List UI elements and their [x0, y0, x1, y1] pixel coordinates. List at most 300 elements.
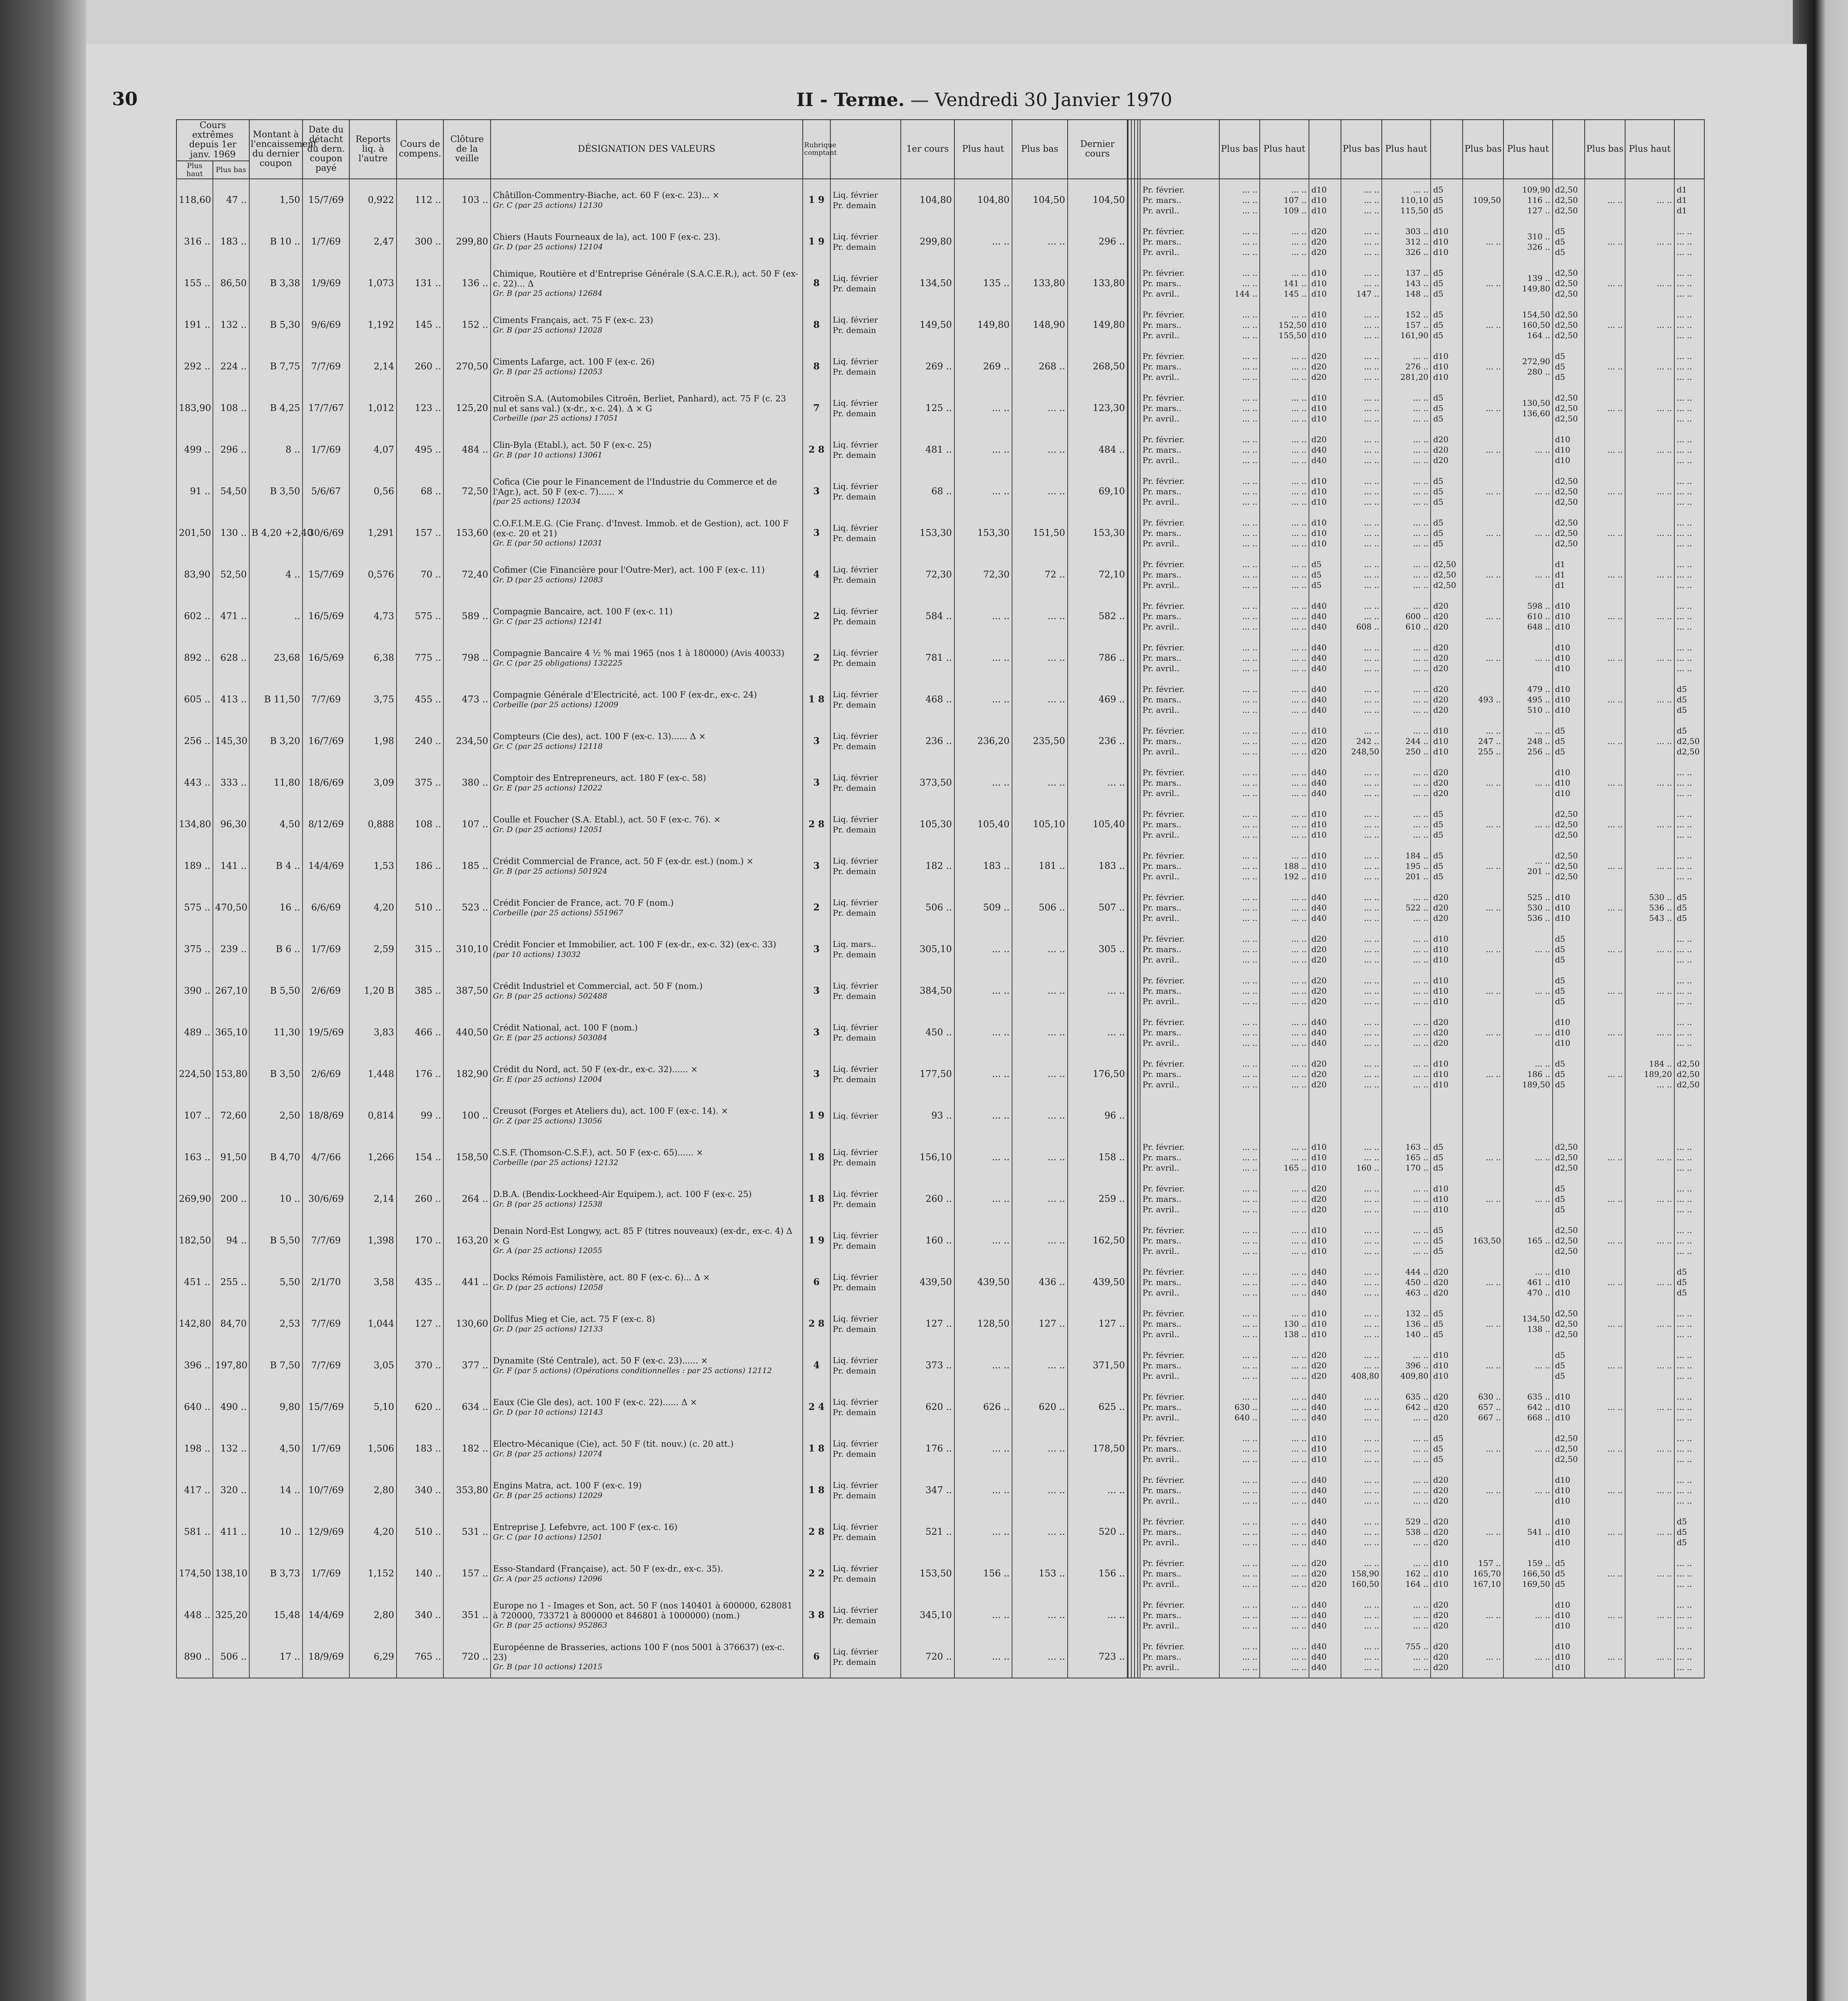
cell-echeances: Pr. février. Pr. mars.. Pr. avril..	[1140, 1553, 1219, 1594]
cell-premier-cours: 299,80	[901, 221, 954, 263]
cell-opt3-prime: d5 d5 d5	[1553, 1178, 1585, 1220]
cell-coupon-amount: 10 ..	[249, 1511, 303, 1553]
cell-cloture-veille: 185 ..	[443, 845, 490, 887]
cell-plus-haut: ... ..	[954, 1594, 1012, 1636]
cell-coupon-date: 18/6/69	[303, 762, 349, 804]
cell-opt3-prime: d5 d5 d5	[1553, 928, 1585, 970]
cell-cloture-veille: 136 ..	[443, 263, 490, 304]
cell-opt1-prime: d40 d40 d40	[1309, 679, 1341, 720]
cell-opt4-prime: ... .. ... .. ... ..	[1674, 1137, 1704, 1178]
header-premier-cours: 1er cours	[901, 120, 954, 179]
cell-opt3-haut: ... ..	[1503, 804, 1553, 845]
cell-opt1-bas: ... .. ... .. ... ..	[1219, 928, 1260, 970]
cell-hist-high: 201,50	[176, 512, 213, 554]
cell-opt3-bas: ... ..	[1463, 554, 1503, 595]
security-group: (par 10 actions) 13032	[493, 950, 581, 959]
cell-opt1-prime: d20 d20 d20	[1309, 221, 1341, 263]
cell-opt4-haut: 530 .. 536 .. 543 ..	[1625, 887, 1674, 928]
cell-opt2-prime: d5 d5 d5	[1431, 1303, 1463, 1345]
cell-coupon-date: 1/7/69	[303, 928, 349, 970]
table-row	[176, 970, 1704, 1012]
cell-opt1-bas: ... .. ... .. ... ..	[1219, 471, 1260, 512]
cell-opt1-bas: ... .. ... .. ... ..	[1219, 637, 1260, 679]
cell-reports: 3,58	[349, 1261, 396, 1303]
cell-designation	[491, 304, 803, 346]
cell-opt2-haut: ... .. ... .. ... ..	[1382, 1594, 1431, 1636]
cell-rubrique: 1 9	[803, 221, 830, 263]
cell-compte: Liq. février Pr. demain	[830, 637, 901, 679]
security-name: Européenne de Brasseries, actions 100 F (nos 5001 à 376637) (ex-c. 23)	[493, 1642, 785, 1662]
cell-opt2-haut: ... .. ... .. ... ..	[1382, 970, 1431, 1012]
cell-cloture-veille: 440,50	[443, 1012, 490, 1053]
cell-hist-low: 325,20	[213, 1594, 249, 1636]
cell-opt2-haut: 152 .. 157 .. 161,90	[1382, 304, 1431, 346]
cell-rubrique: 3	[803, 970, 830, 1012]
cell-coupon-date: 16/5/69	[303, 637, 349, 679]
cell-plus-haut: ... ..	[954, 471, 1012, 512]
cell-compte: Liq. février Pr. demain	[830, 1137, 901, 1178]
cell-opt4-bas: ... ..	[1585, 346, 1625, 387]
cell-cours-compens: 340 ..	[397, 1594, 443, 1636]
cell-opt1-haut: ... .. 188 .. 192 ..	[1260, 845, 1309, 887]
cell-opt3-bas: ... ..	[1463, 970, 1503, 1012]
cell-opt4-haut: ... ..	[1625, 762, 1674, 804]
cell-opt1-bas: ... .. ... .. ... ..	[1219, 221, 1260, 263]
cell-plus-bas: 127 ..	[1012, 1303, 1068, 1345]
cell-opt2-prime: d20 d20 d20	[1431, 1511, 1463, 1553]
cell-opt4-bas: ... ..	[1585, 679, 1625, 720]
security-name: C.S.F. (Thomson-C.S.F.), act. 50 F (ex-c. 65)...... ×	[493, 1148, 704, 1158]
cell-plus-bas: ... ..	[1012, 595, 1068, 637]
cell-separator	[1127, 1511, 1140, 1553]
cell-plus-bas: ... ..	[1012, 970, 1068, 1012]
cell-opt3-bas: ... .. 247 .. 255 ..	[1463, 720, 1503, 762]
cell-opt1-prime: d40 d40 d40	[1309, 1261, 1341, 1303]
cell-opt3-bas: 109,50	[1463, 179, 1503, 221]
cell-echeances: Pr. février. Pr. mars.. Pr. avril..	[1140, 429, 1219, 471]
cell-dernier-cours: 153,30	[1068, 512, 1128, 554]
cell-opt4-haut: ... ..	[1625, 387, 1674, 429]
cell-opt1-prime: d20 d20 d20	[1309, 1345, 1341, 1386]
security-name: Cofica (Cie pour le Financement de l'Industrie du Commerce et de l'Agr.), act. 50 F (ex-c. 7)...... ×	[493, 477, 777, 497]
cell-opt4-prime: ... .. ... .. ... ..	[1674, 845, 1704, 887]
cell-rubrique: 8	[803, 304, 830, 346]
cell-opt1-bas: ... .. ... .. ... ..	[1219, 845, 1260, 887]
cell-opt3-haut: ... .. 248 .. 256 ..	[1503, 720, 1553, 762]
cell-plus-bas: 181 ..	[1012, 845, 1068, 887]
cell-premier-cours: 176 ..	[901, 1428, 954, 1470]
cell-plus-haut: ... ..	[954, 1095, 1012, 1137]
cell-opt1-haut: ... .. ... .. ... ..	[1260, 970, 1309, 1012]
cell-opt2-haut: ... .. 110,10 115,50	[1382, 179, 1431, 221]
cell-opt1-bas: ... .. ... .. ... ..	[1219, 1137, 1260, 1178]
cell-hist-low: 255 ..	[213, 1261, 249, 1303]
cell-opt4-haut: ... ..	[1625, 1470, 1674, 1511]
cell-echeances: Pr. février. Pr. mars.. Pr. avril..	[1140, 304, 1219, 346]
cell-compte: Liq. février Pr. demain	[830, 720, 901, 762]
cell-coupon-amount: B 5,30	[249, 304, 303, 346]
cell-hist-low: 267,10	[213, 970, 249, 1012]
cell-designation	[491, 679, 803, 720]
cell-rubrique: 2 2	[803, 1553, 830, 1594]
cell-dernier-cours: 296 ..	[1068, 221, 1128, 263]
cell-coupon-amount: 4,50	[249, 804, 303, 845]
cell-opt2-haut: ... .. ... .. ... ..	[1382, 1220, 1431, 1261]
security-name: Compagnie Bancaire, act. 100 F (ex-c. 11)	[493, 607, 673, 617]
cell-dernier-cours: 484 ..	[1068, 429, 1128, 471]
cell-opt2-haut: ... .. ... .. ... ..	[1382, 1178, 1431, 1220]
cell-plus-haut: ... ..	[954, 928, 1012, 970]
cell-coupon-date: 10/7/69	[303, 1470, 349, 1511]
cell-opt2-haut: ... .. ... .. ... ..	[1382, 637, 1431, 679]
cell-hist-high: 91 ..	[176, 471, 213, 512]
cell-opt3-prime: d2,50 d2,50 d2,50	[1553, 304, 1585, 346]
cell-opt2-bas: ... .. ... .. ... ..	[1341, 928, 1381, 970]
cell-opt2-haut: 303 .. 312 .. 326 ..	[1382, 221, 1431, 263]
cell-hist-high: 890 ..	[176, 1636, 213, 1678]
cell-opt2-prime: d5 d5 d5	[1431, 179, 1463, 221]
cell-opt4-haut: ... ..	[1625, 1345, 1674, 1386]
cell-coupon-amount: B 4,20 +2,40	[249, 512, 303, 554]
cell-opt1-bas: ... .. ... .. ... ..	[1219, 554, 1260, 595]
cell-opt2-haut: 132 .. 136 .. 140 ..	[1382, 1303, 1431, 1345]
cell-cours-compens: 370 ..	[397, 1345, 443, 1386]
cell-hist-high: 189 ..	[176, 845, 213, 887]
cell-rubrique: 8	[803, 346, 830, 387]
cell-hist-low: 132 ..	[213, 1428, 249, 1470]
cell-opt1-bas: ... .. ... .. ... ..	[1219, 387, 1260, 429]
cell-opt1-prime: d10 d10 d10	[1309, 471, 1341, 512]
cell-opt4-bas: ... ..	[1585, 387, 1625, 429]
cell-compte: Liq. février Pr. demain	[830, 887, 901, 928]
cell-separator	[1127, 1470, 1140, 1511]
security-name: Dollfus Mieg et Cie, act. 75 F (ex-c. 8)	[493, 1314, 655, 1324]
cell-cours-compens: 176 ..	[397, 1053, 443, 1095]
cell-compte: Liq. février Pr. demain	[830, 1012, 901, 1053]
table-row	[176, 1470, 1704, 1511]
table-row	[176, 1220, 1704, 1261]
cell-compte: Liq. février Pr. demain	[830, 429, 901, 471]
cell-opt4-haut: ... ..	[1625, 179, 1674, 221]
cell-opt2-bas: ... .. ... .. ... ..	[1341, 1386, 1381, 1428]
cell-opt4-prime: ... .. ... .. ... ..	[1674, 346, 1704, 387]
cell-opt4-haut: ... ..	[1625, 1178, 1674, 1220]
cell-opt1-prime: d40 d40 d40	[1309, 1594, 1341, 1636]
security-group: Gr. C (par 25 actions) 12141	[493, 617, 603, 626]
cell-plus-haut: 509 ..	[954, 887, 1012, 928]
cell-hist-low: 197,80	[213, 1345, 249, 1386]
table-row	[176, 845, 1704, 887]
cell-opt3-haut: ... ..	[1503, 1137, 1553, 1178]
cell-cloture-veille: 299,80	[443, 221, 490, 263]
cell-dernier-cours: 268,50	[1068, 346, 1128, 387]
cell-cours-compens: 375 ..	[397, 762, 443, 804]
cell-plus-haut: ... ..	[954, 595, 1012, 637]
cell-opt2-prime: d5 d5 d5	[1431, 263, 1463, 304]
cell-rubrique: 7	[803, 387, 830, 429]
security-group: Gr. B (par 25 actions) 502488	[493, 991, 607, 1000]
cell-plus-bas: 620 ..	[1012, 1386, 1068, 1428]
cell-cloture-veille: 157 ..	[443, 1553, 490, 1594]
cell-plus-bas: 436 ..	[1012, 1261, 1068, 1303]
cell-reports: 3,09	[349, 762, 396, 804]
header-cours-compens: Cours de compens.	[397, 120, 443, 179]
cell-opt2-haut: ... .. ... .. ... ..	[1382, 804, 1431, 845]
cell-opt2-bas: ... .. ... .. ... ..	[1341, 179, 1381, 221]
cell-plus-haut: ... ..	[954, 637, 1012, 679]
cell-opt1-prime: d40 d40 d40	[1309, 595, 1341, 637]
cell-opt4-bas: ... ..	[1585, 179, 1625, 221]
cell-coupon-amount: 16 ..	[249, 887, 303, 928]
cell-cours-compens: 260 ..	[397, 346, 443, 387]
cell-opt4-haut: ... ..	[1625, 221, 1674, 263]
cell-opt1-haut: ... .. ... .. ... ..	[1260, 1178, 1309, 1220]
cell-opt1-bas: ... .. ... .. ... ..	[1219, 346, 1260, 387]
cell-opt4-bas: ... ..	[1585, 304, 1625, 346]
cell-opt1-haut: ... .. ... .. ... ..	[1260, 346, 1309, 387]
cell-opt3-prime: d5 d5 d5	[1553, 1053, 1585, 1095]
cell-rubrique: 2 4	[803, 1386, 830, 1428]
cell-compte: Liq. février Pr. demain	[830, 346, 901, 387]
header-compte	[830, 120, 901, 179]
cell-opt4-prime: ... .. ... .. ... ..	[1674, 471, 1704, 512]
cell-reports: 1,448	[349, 1053, 396, 1095]
cell-plus-bas: ... ..	[1012, 387, 1068, 429]
cell-opt3-prime: d2,50 d2,50 d2,50	[1553, 263, 1585, 304]
table-row	[176, 263, 1704, 304]
cell-opt1-prime: d10 d10 d10	[1309, 263, 1341, 304]
cell-cloture-veille: 377 ..	[443, 1345, 490, 1386]
security-group: Gr. E (par 25 actions) 12004	[493, 1075, 603, 1084]
cell-hist-high: 375 ..	[176, 928, 213, 970]
cell-coupon-amount: 10 ..	[249, 1178, 303, 1220]
cell-opt1-haut: ... .. ... .. ... ..	[1260, 1345, 1309, 1386]
cell-rubrique: 2	[803, 887, 830, 928]
cell-plus-bas: ... ..	[1012, 429, 1068, 471]
cell-coupon-amount: B 4,70	[249, 1137, 303, 1178]
cell-opt2-bas: ... .. ... .. ... ..	[1341, 221, 1381, 263]
security-group: Gr. C (par 25 actions) 12118	[493, 742, 603, 751]
cell-opt2-bas: ... .. ... .. ... ..	[1341, 1178, 1381, 1220]
cell-rubrique: 2	[803, 637, 830, 679]
cell-hist-high: 163 ..	[176, 1137, 213, 1178]
cell-designation	[491, 221, 803, 263]
cell-coupon-amount: 2,53	[249, 1303, 303, 1345]
cell-opt3-bas	[1463, 1095, 1503, 1137]
cell-plus-haut: 104,80	[954, 179, 1012, 221]
cell-designation	[491, 928, 803, 970]
cell-opt3-bas: ... ..	[1463, 471, 1503, 512]
cell-plus-bas: 104,50	[1012, 179, 1068, 221]
cell-opt2-prime: d20 d20 d20	[1431, 595, 1463, 637]
cell-opt3-prime: d5 d5 d5	[1553, 1553, 1585, 1594]
security-group: Gr. D (par 25 actions) 12133	[493, 1324, 603, 1333]
cell-premier-cours: 125 ..	[901, 387, 954, 429]
cell-plus-haut: 135 ..	[954, 263, 1012, 304]
cell-rubrique: 3	[803, 720, 830, 762]
table-row	[176, 179, 1704, 221]
cell-plus-haut: ... ..	[954, 1220, 1012, 1261]
cell-opt3-prime: d10 d10 d10	[1553, 1470, 1585, 1511]
cell-opt2-haut: ... .. 522 .. ... ..	[1382, 887, 1431, 928]
cell-opt1-bas: ... .. ... .. ... ..	[1219, 679, 1260, 720]
cell-designation	[491, 595, 803, 637]
cell-opt1-bas: ... .. ... .. ... ..	[1219, 512, 1260, 554]
cell-opt4-prime: ... .. ... .. ... ..	[1674, 221, 1704, 263]
cell-opt3-haut: 310 .. 326 ..	[1503, 221, 1553, 263]
cell-compte: Liq. février Pr. demain	[830, 1053, 901, 1095]
cell-opt3-prime: d10 d10 d10	[1553, 1636, 1585, 1678]
page-number: 30	[112, 88, 138, 110]
cell-opt3-bas: ... ..	[1463, 1511, 1503, 1553]
cell-plus-bas: 105,10	[1012, 804, 1068, 845]
cell-hist-high: 499 ..	[176, 429, 213, 471]
cell-opt1-bas: ... .. ... .. ... ..	[1219, 429, 1260, 471]
cell-opt4-haut: ... ..	[1625, 637, 1674, 679]
cell-opt2-bas: ... .. ... .. ... ..	[1341, 1053, 1381, 1095]
cell-plus-haut: 105,40	[954, 804, 1012, 845]
cell-opt2-prime: d20 d20 d20	[1431, 1012, 1463, 1053]
cell-cours-compens: 131 ..	[397, 263, 443, 304]
cell-opt1-bas: ... .. ... .. ... ..	[1219, 1470, 1260, 1511]
cell-opt3-bas: ... ..	[1463, 1137, 1503, 1178]
cell-dernier-cours: 96 ..	[1068, 1095, 1128, 1137]
cell-opt1-prime: d10 d10 d10	[1309, 1137, 1341, 1178]
cell-hist-low: 200 ..	[213, 1178, 249, 1220]
cell-echeances	[1140, 1095, 1219, 1137]
cell-plus-bas: 153 ..	[1012, 1553, 1068, 1594]
cell-premier-cours: 584 ..	[901, 595, 954, 637]
cell-opt1-bas: ... .. ... .. ... ..	[1219, 1511, 1260, 1553]
security-group: Corbeille (par 25 actions) 551967	[493, 908, 623, 917]
table-row	[176, 1053, 1704, 1095]
cell-opt2-bas: ... .. ... .. ... ..	[1341, 1261, 1381, 1303]
cell-reports: 1,192	[349, 304, 396, 346]
cell-opt4-haut: ... ..	[1625, 554, 1674, 595]
cell-opt3-bas: ... ..	[1463, 1261, 1503, 1303]
cell-opt4-prime: ... .. ... .. ... ..	[1674, 1012, 1704, 1053]
cell-opt3-bas: ... ..	[1463, 1594, 1503, 1636]
cell-opt4-bas: ... ..	[1585, 970, 1625, 1012]
cell-separator	[1127, 1345, 1140, 1386]
cell-designation	[491, 1386, 803, 1428]
security-group: Gr. B (par 25 actions) 952863	[493, 1621, 607, 1630]
cell-opt3-haut: 139 .. 149,80	[1503, 263, 1553, 304]
cell-hist-high: 396 ..	[176, 1345, 213, 1386]
cell-opt1-haut: ... .. ... .. ... ..	[1260, 387, 1309, 429]
cell-hist-low: 145,30	[213, 720, 249, 762]
table-row	[176, 471, 1704, 512]
cell-rubrique: 6	[803, 1261, 830, 1303]
cell-premier-cours: 781 ..	[901, 637, 954, 679]
security-name: Coulle et Foucher (S.A. Etabl.), act. 50 F (ex-c. 76). ×	[493, 815, 721, 825]
security-group: Gr. E (par 25 actions) 503084	[493, 1033, 607, 1042]
header-hist: Cours extrêmes depuis 1er janv. 1969	[176, 120, 249, 161]
cell-opt3-haut: ... ..	[1503, 1345, 1553, 1386]
cell-rubrique: 2	[803, 595, 830, 637]
cell-hist-low: 91,50	[213, 1137, 249, 1178]
cell-opt2-bas: ... .. ... .. ... ..	[1341, 1303, 1381, 1345]
cell-opt1-haut: ... .. ... .. ... ..	[1260, 679, 1309, 720]
cell-opt4-bas: ... ..	[1585, 720, 1625, 762]
cell-hist-low: 54,50	[213, 471, 249, 512]
page-title-date: — Vendredi 30 Janvier 1970	[904, 89, 1173, 110]
security-name: Clin-Byla (Etabl.), act. 50 F (ex-c. 25)	[493, 440, 652, 450]
cell-plus-bas: ... ..	[1012, 1636, 1068, 1678]
cell-premier-cours: 160 ..	[901, 1220, 954, 1261]
cell-designation	[491, 1470, 803, 1511]
cell-opt2-haut: ... .. 162 .. 164 ..	[1382, 1553, 1431, 1594]
header-opt2-bas: Plus bas	[1341, 120, 1381, 179]
cell-cours-compens: 765 ..	[397, 1636, 443, 1678]
cell-opt1-prime: d10 d10 d10	[1309, 1220, 1341, 1261]
cell-cloture-veille: 798 ..	[443, 637, 490, 679]
cell-plus-haut: ... ..	[954, 1137, 1012, 1178]
cell-coupon-date: 4/7/66	[303, 1137, 349, 1178]
cell-designation	[491, 1137, 803, 1178]
security-name: Châtillon-Commentry-Biache, act. 60 F (ex-c. 23)... ×	[493, 190, 720, 201]
cell-opt3-prime: d2,50 d2,50 d2,50	[1553, 1303, 1585, 1345]
cell-separator	[1127, 554, 1140, 595]
security-group: Gr. D (par 10 actions) 12143	[493, 1408, 603, 1417]
cell-cours-compens: 300 ..	[397, 221, 443, 263]
cell-cloture-veille: 182 ..	[443, 1428, 490, 1470]
cell-coupon-date: 14/4/69	[303, 845, 349, 887]
cell-compte: Liq. février Pr. demain	[830, 679, 901, 720]
cell-premier-cours: 345,10	[901, 1594, 954, 1636]
security-name: Chimique, Routière et d'Entreprise Générale (S.A.C.E.R.), act. 50 F (ex-c. 22)... Δ	[493, 269, 798, 289]
cell-dernier-cours: 507 ..	[1068, 887, 1128, 928]
cell-opt1-bas: ... .. ... .. ... ..	[1219, 1220, 1260, 1261]
cell-hist-low: 183 ..	[213, 221, 249, 263]
cell-plus-bas: ... ..	[1012, 1220, 1068, 1261]
cell-opt2-haut: ... .. ... .. ... ..	[1382, 928, 1431, 970]
cell-echeances: Pr. février. Pr. mars.. Pr. avril..	[1140, 512, 1219, 554]
cell-echeances: Pr. février. Pr. mars.. Pr. avril..	[1140, 887, 1219, 928]
cell-coupon-amount: 4,50	[249, 1428, 303, 1470]
cell-opt3-haut: 598 .. 610 .. 648 ..	[1503, 595, 1553, 637]
header-opt2-prime	[1431, 120, 1463, 179]
cell-cours-compens: 108 ..	[397, 804, 443, 845]
cell-opt4-prime: ... .. ... .. ... ..	[1674, 1553, 1704, 1594]
cell-coupon-date: 6/6/69	[303, 887, 349, 928]
cell-rubrique: 1 9	[803, 179, 830, 221]
cell-dernier-cours: 105,40	[1068, 804, 1128, 845]
cell-coupon-date: 2/6/69	[303, 1053, 349, 1095]
cell-opt2-bas: ... .. ... .. ... ..	[1341, 1012, 1381, 1053]
cell-separator	[1127, 304, 1140, 346]
cell-opt4-bas: ... ..	[1585, 637, 1625, 679]
cell-opt3-bas: ... ..	[1463, 512, 1503, 554]
cell-hist-high: 443 ..	[176, 762, 213, 804]
cell-separator	[1127, 720, 1140, 762]
cell-reports: 0,814	[349, 1095, 396, 1137]
cell-opt1-bas: ... .. ... .. ... ..	[1219, 1636, 1260, 1678]
cell-echeances: Pr. février. Pr. mars.. Pr. avril..	[1140, 1137, 1219, 1178]
cell-dernier-cours: 133,80	[1068, 263, 1128, 304]
cell-coupon-date: 7/7/69	[303, 1303, 349, 1345]
cell-echeances: Pr. février. Pr. mars.. Pr. avril..	[1140, 179, 1219, 221]
cell-opt3-haut: 525 .. 530 .. 536 ..	[1503, 887, 1553, 928]
cell-designation	[491, 387, 803, 429]
cell-coupon-amount: B 5,50	[249, 1220, 303, 1261]
page-title	[796, 89, 1172, 110]
cell-hist-high: 575 ..	[176, 887, 213, 928]
cell-opt3-haut: 272,90 280 ..	[1503, 346, 1553, 387]
cell-compte: Liq. février Pr. demain	[830, 1261, 901, 1303]
cell-separator	[1127, 1636, 1140, 1678]
cell-premier-cours: 68 ..	[901, 471, 954, 512]
